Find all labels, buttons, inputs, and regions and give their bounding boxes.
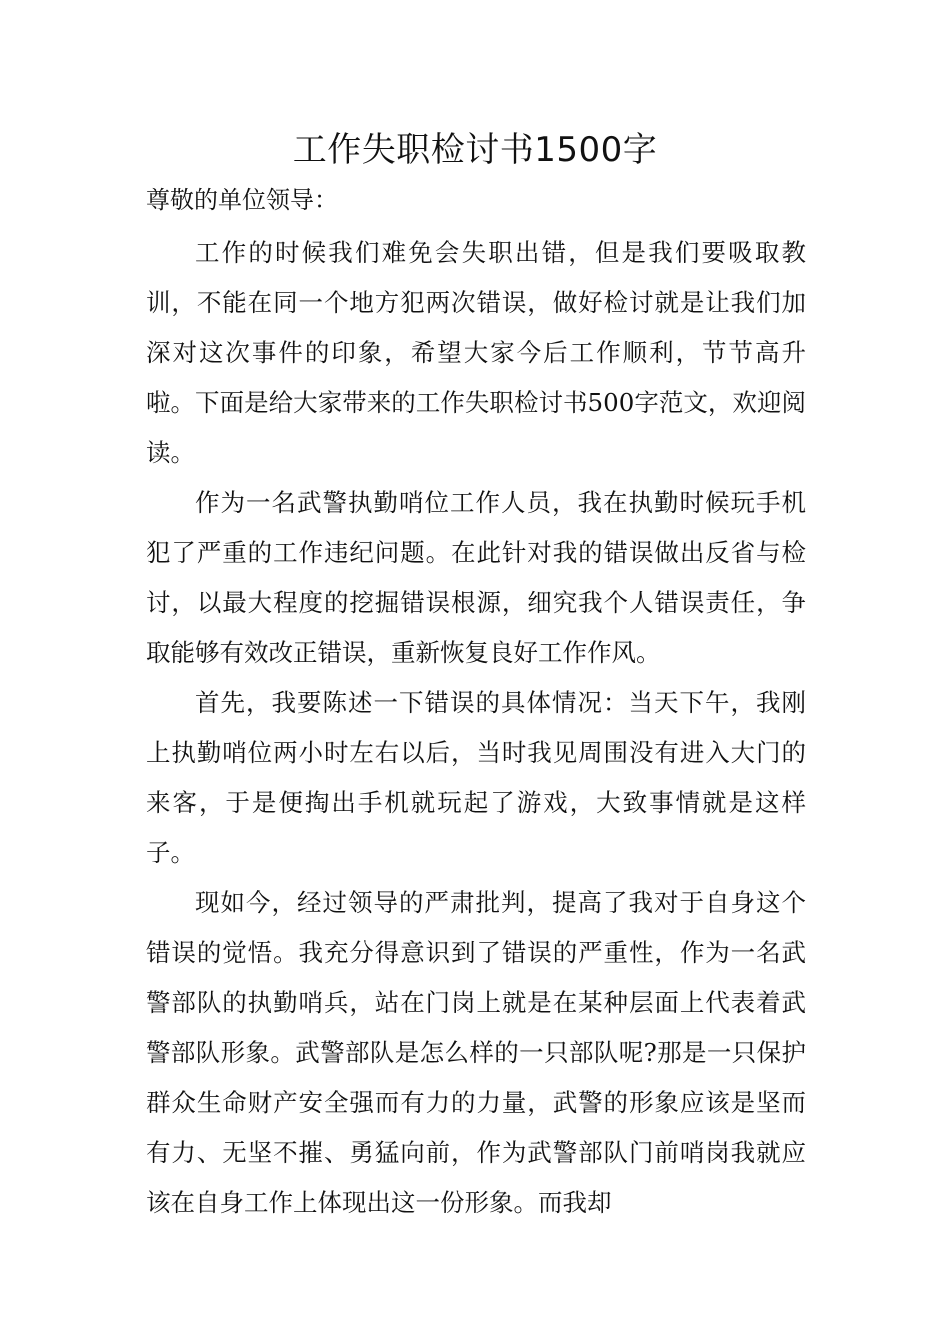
document-body bbox=[146, 228, 806, 1228]
salutation: 尊敬的单位领导： bbox=[146, 186, 338, 214]
paragraph-4: 现如今，经过领导的严肃批判，提高了我对于自身这个错误的觉悟。我充分得意识到了错误的严重性，作为一名武警部队的执勤哨兵，站在门岗上就是在某种层面上代表着武警部队形象。武警部队是怎么样的一只部队呢?那是一只保护群众生命财产安全强而有力的力量，武警的形象应该是坚而有力、无坚不摧、勇猛向前，作为武警部队门前哨岗我就应该在自身工作上体现出这一份形象。而我却 bbox=[146, 888, 806, 1217]
paragraph-3: 首先，我要陈述一下错误的具体情况：当天下午，我刚上执勤哨位两小时左右以后，当时我见周围没有进入大门的来客，于是便掏出手机就玩起了游戏，大致事情就是这样子。 bbox=[146, 688, 806, 867]
document-title: 工作失职检讨书1500字 bbox=[292, 130, 658, 170]
paragraph-1: 工作的时候我们难免会失职出错，但是我们要吸取教训，不能在同一个地方犯两次错误，做好检讨就是让我们加深对这次事件的印象，希望大家今后工作顺利，节节高升啦。下面是给大家带来的工作失职检讨书500字范文，欢迎阅读。 bbox=[146, 238, 806, 467]
paragraph-2: 作为一名武警执勤哨位工作人员，我在执勤时候玩手机犯了严重的工作违纪问题。在此针对我的错误做出反省与检讨，以最大程度的挖掘错误根源，细究我个人错误责任，争取能够有效改正错误，重新恢复良好工作作风。 bbox=[146, 488, 806, 667]
